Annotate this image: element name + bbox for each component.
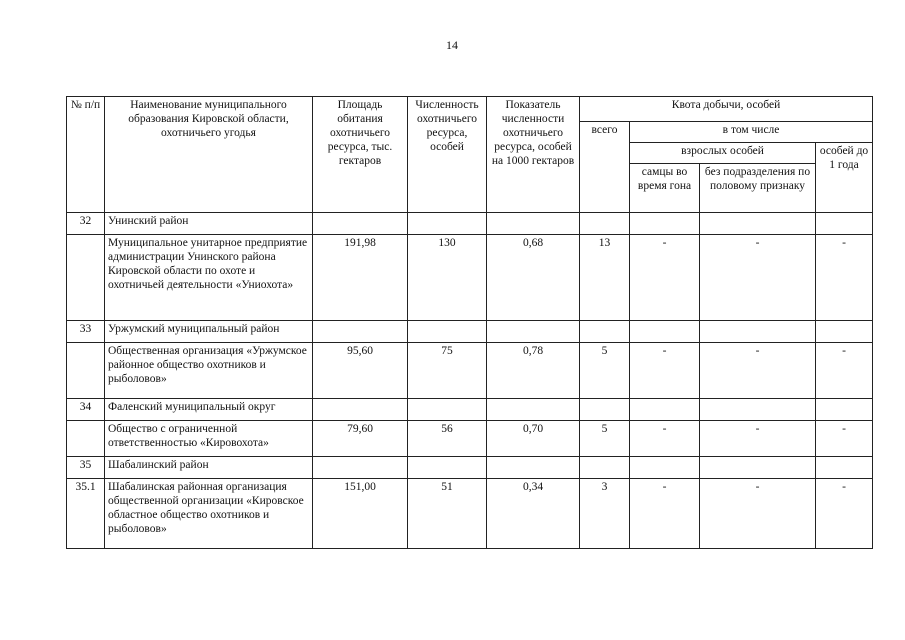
row-total: 3	[580, 479, 630, 549]
row-density: 0,78	[487, 343, 580, 399]
row-total: 5	[580, 343, 630, 399]
header-including: в том числе	[630, 122, 873, 143]
quota-table	[66, 96, 873, 549]
table-row	[67, 479, 873, 549]
table-row	[67, 235, 873, 321]
row-name: Фаленский муниципальный округ	[105, 399, 313, 421]
row-density: 0,70	[487, 421, 580, 457]
row-area: 191,98	[313, 235, 408, 321]
row-num: 34	[67, 399, 105, 421]
table-row	[67, 343, 873, 399]
table-row	[67, 457, 873, 479]
row-males: -	[630, 479, 700, 549]
row-nosplit: -	[700, 421, 816, 457]
row-total: 13	[580, 235, 630, 321]
row-name: Унинский район	[105, 213, 313, 235]
header-total: всего	[580, 122, 630, 213]
row-name: Уржумский муниципальный район	[105, 321, 313, 343]
row-area: 151,00	[313, 479, 408, 549]
row-num: 35	[67, 457, 105, 479]
table-row	[67, 399, 873, 421]
row-juv: -	[816, 235, 873, 321]
row-name: Шабалинский район	[105, 457, 313, 479]
table-row	[67, 213, 873, 235]
row-nosplit: -	[700, 479, 816, 549]
header-num: № п/п	[67, 97, 105, 213]
row-count: 130	[408, 235, 487, 321]
row-area: 79,60	[313, 421, 408, 457]
row-juv: -	[816, 479, 873, 549]
row-name: Муниципальное унитарное предприятие администрации Унинского района Кировской области по охоте и охотничьей деятельности «Униохота»	[105, 235, 313, 321]
row-num	[67, 343, 105, 399]
row-count: 75	[408, 343, 487, 399]
header-males-rut: самцы во время гона	[630, 164, 700, 213]
row-name: Шабалинская районная организация общественной организации «Кировское областное общество охотников и рыболовов»	[105, 479, 313, 549]
row-num: 32	[67, 213, 105, 235]
row-density: 0,34	[487, 479, 580, 549]
row-name: Общество с ограниченной ответственностью «Кировохота»	[105, 421, 313, 457]
header-adults: взрослых особей	[630, 143, 816, 164]
table-row	[67, 321, 873, 343]
header-area: Площадь обитания охотничьего ресурса, тыс. гектаров	[313, 97, 408, 213]
row-juv: -	[816, 421, 873, 457]
header-density: Показатель численности охотничьего ресурса, особей на 1000 гектаров	[487, 97, 580, 213]
row-num	[67, 235, 105, 321]
row-name: Общественная организация «Уржумское районное общество охотников и рыболовов»	[105, 343, 313, 399]
row-area: 95,60	[313, 343, 408, 399]
row-count: 51	[408, 479, 487, 549]
table-row	[67, 421, 873, 457]
row-num: 35.1	[67, 479, 105, 549]
header-count: Численность охотничьего ресурса, особей	[408, 97, 487, 213]
row-density: 0,68	[487, 235, 580, 321]
row-total: 5	[580, 421, 630, 457]
row-num	[67, 421, 105, 457]
row-nosplit: -	[700, 343, 816, 399]
row-males: -	[630, 343, 700, 399]
row-count: 56	[408, 421, 487, 457]
row-males: -	[630, 421, 700, 457]
header-quota: Квота добычи, особей	[580, 97, 873, 122]
header-name: Наименование муниципального образования Кировской области, охотничьего угодья	[105, 97, 313, 213]
row-num: 33	[67, 321, 105, 343]
page-number: 14	[446, 38, 458, 52]
header-no-sex-split: без подразделения по половому признаку	[700, 164, 816, 213]
row-males: -	[630, 235, 700, 321]
header-juveniles: особей до 1 года	[816, 143, 873, 213]
row-juv: -	[816, 343, 873, 399]
row-nosplit: -	[700, 235, 816, 321]
